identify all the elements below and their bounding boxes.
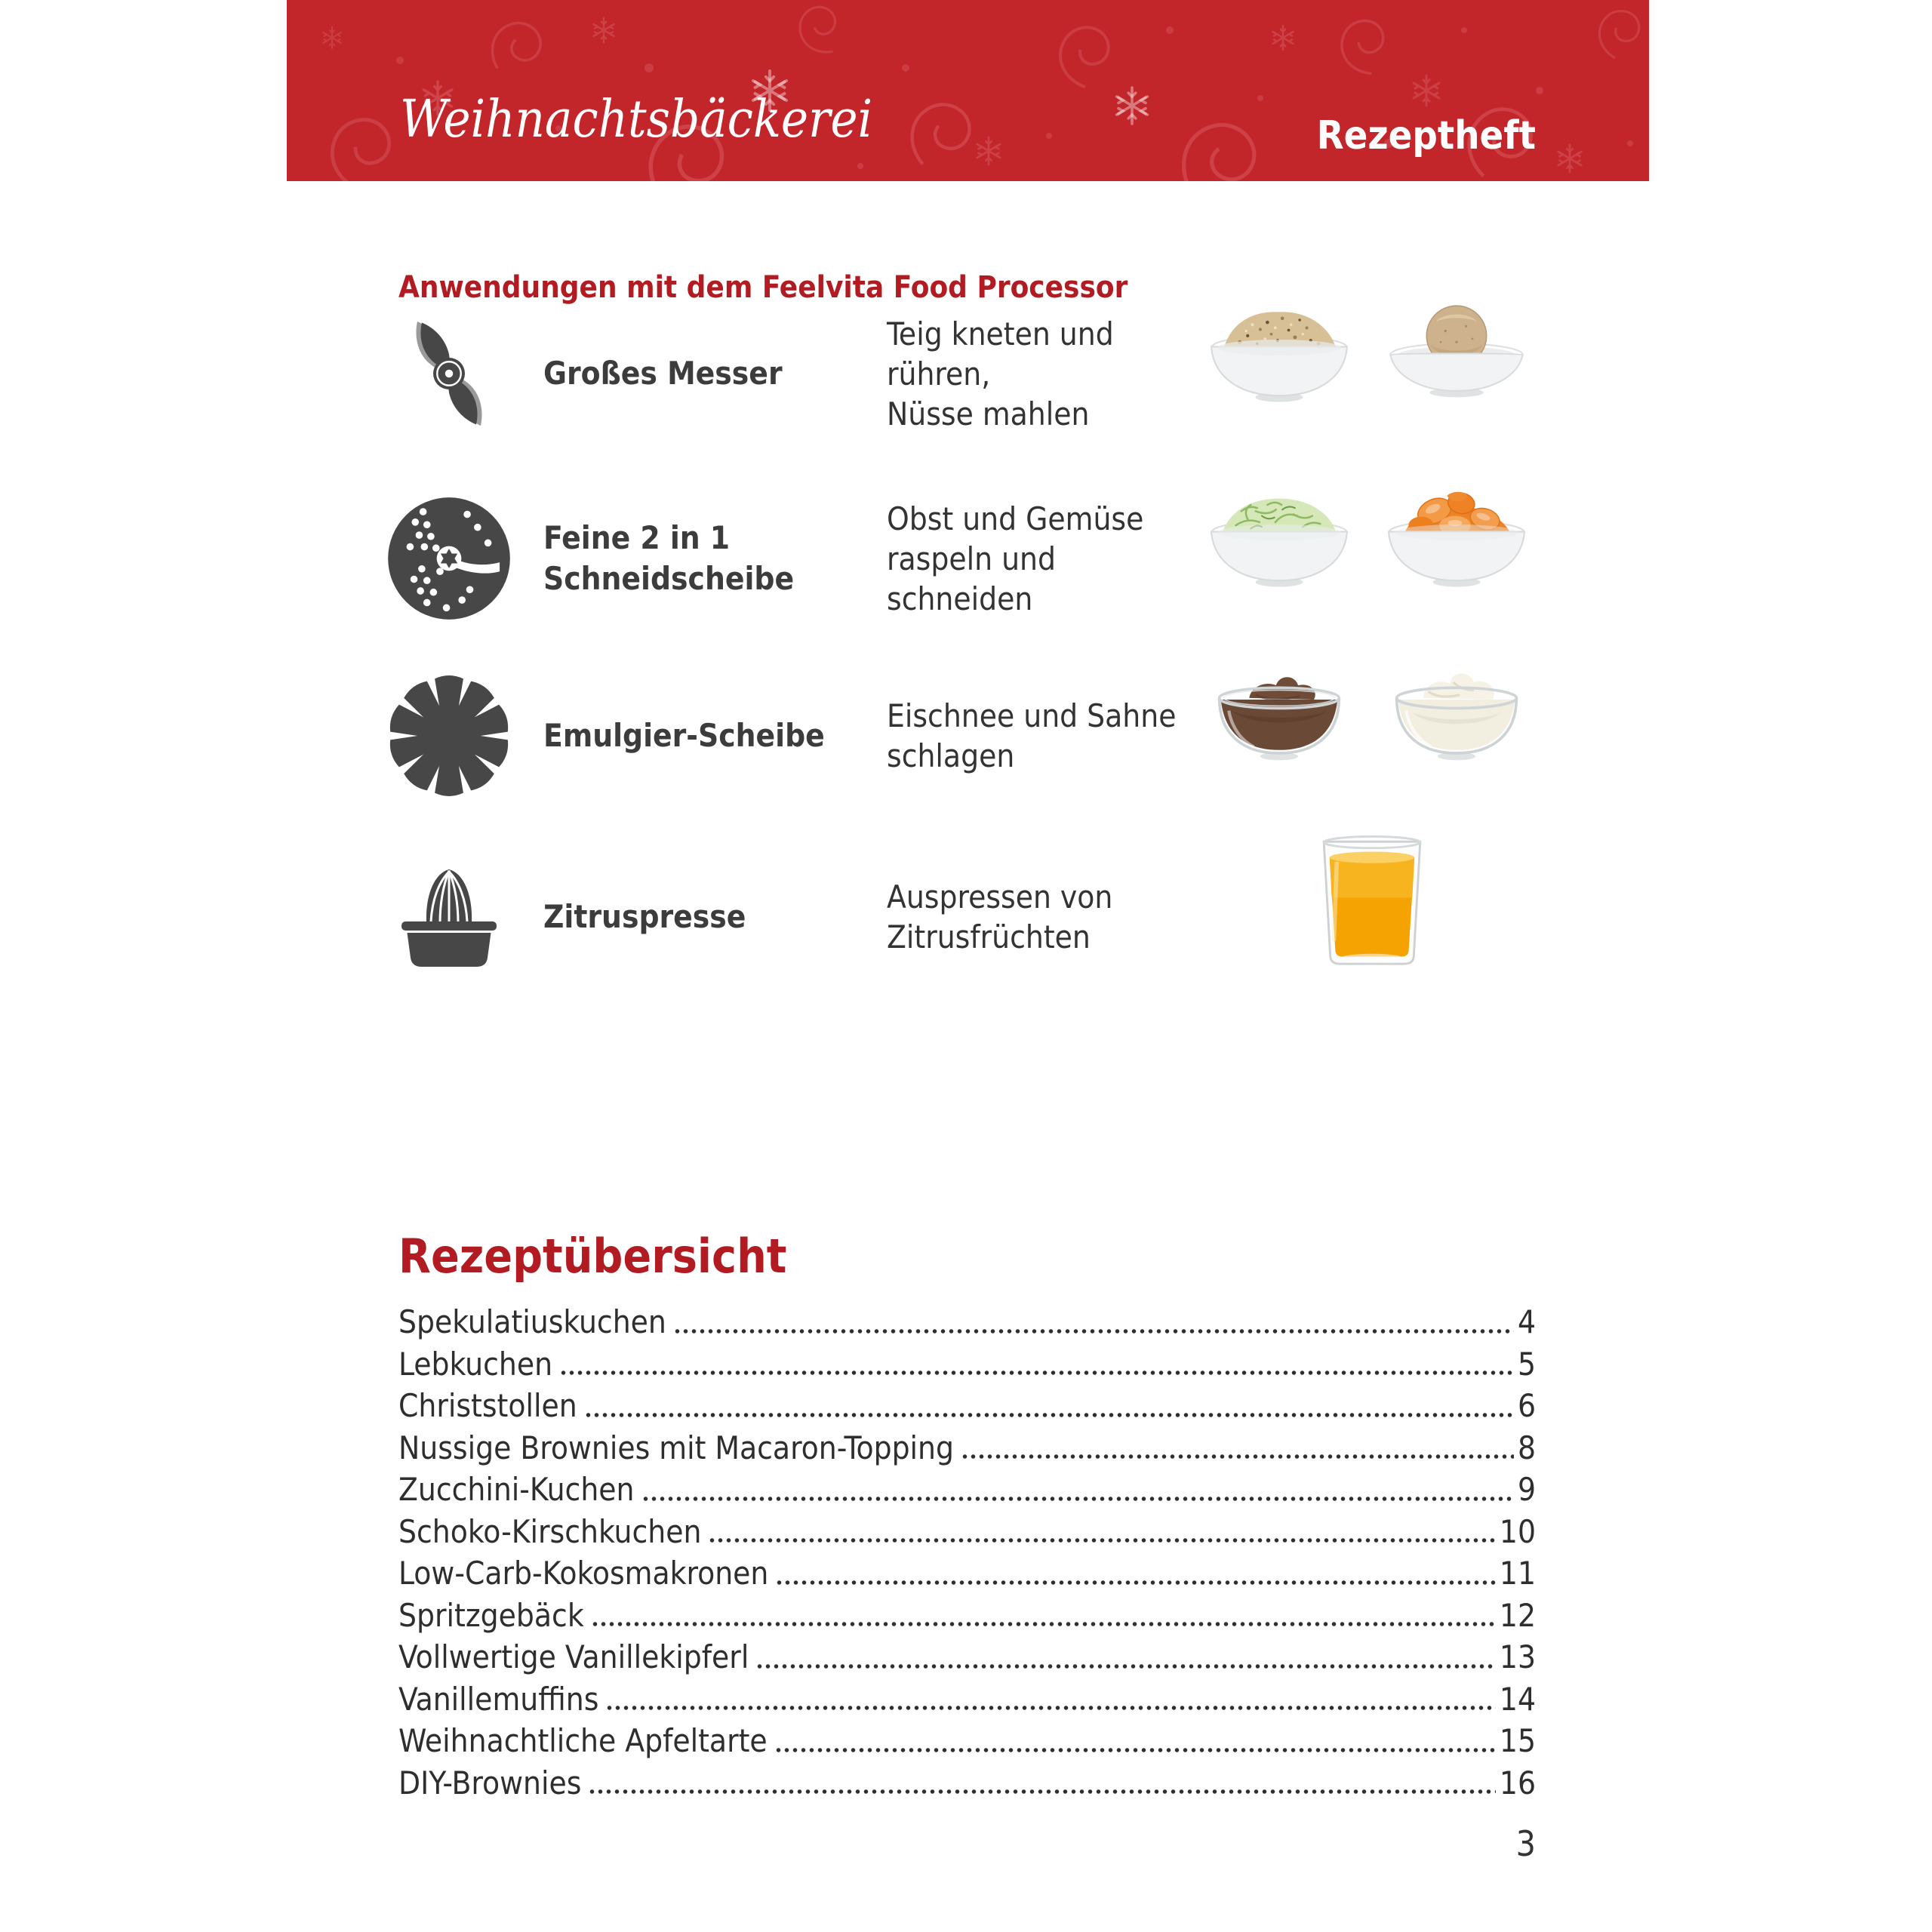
toc-entry[interactable]	[398, 1427, 1536, 1469]
description-line: raspeln und	[887, 540, 1056, 577]
toc-entry-title: Christstollen	[398, 1387, 577, 1424]
page-number: 3	[1515, 1823, 1536, 1864]
header-banner	[287, 0, 1649, 181]
description-line: Obst und Gemüse	[887, 500, 1144, 537]
toc-entry[interactable]	[398, 1469, 1536, 1511]
toc-entry[interactable]	[398, 1385, 1536, 1427]
leader-dots	[605, 1705, 1496, 1711]
attachment-description	[887, 841, 1219, 992]
photo-whipped-cream-glass-bowl	[1377, 665, 1536, 807]
photo-dough-ball-plate	[1377, 303, 1536, 445]
leader-dots	[755, 1663, 1496, 1669]
photo-carrot-slices-bowl	[1377, 488, 1536, 629]
toc-entry[interactable]	[398, 1762, 1536, 1804]
photo-grated-cucumber-bowl	[1200, 488, 1358, 629]
toc-entry-title: DIY-Brownies	[398, 1764, 582, 1801]
toc-entry-page: 8	[1517, 1429, 1536, 1466]
page-title-script: Weihnachtsbäckerei	[400, 90, 873, 149]
toc-entry-title: Spekulatiuskuchen	[398, 1303, 666, 1340]
description-line: schneiden	[887, 580, 1033, 617]
description-line: Zitrusfrüchten	[887, 918, 1091, 955]
description-line: Eischnee und Sahne	[887, 697, 1177, 734]
toc-entry[interactable]	[398, 1595, 1536, 1637]
attachment-label-line: Großes Messer	[543, 355, 783, 392]
booklet-title: Rezeptheft	[1316, 113, 1536, 158]
s-blade-icon	[381, 298, 517, 449]
toc-list	[398, 1301, 1536, 1804]
attachment-label-line: Zitruspresse	[543, 898, 746, 935]
attachment-label	[543, 841, 883, 992]
toc-entry[interactable]	[398, 1511, 1536, 1553]
toc-entry-title: Low-Carb-Kokosmakronen	[398, 1555, 769, 1592]
toc-entry[interactable]	[398, 1636, 1536, 1678]
toc-entry-title: Schoko-Kirschkuchen	[398, 1512, 702, 1550]
application-row-zitruspresse	[381, 841, 1540, 992]
leader-dots	[775, 1580, 1496, 1586]
emulsifying-disc-icon	[381, 660, 517, 811]
leader-dots	[559, 1370, 1514, 1376]
attachment-label-line: Feine 2 in 1	[543, 519, 731, 556]
toc-entry-title: Spritzgebäck	[398, 1596, 584, 1634]
attachment-description	[887, 660, 1219, 811]
toc-entry-title: Lebkuchen	[398, 1345, 553, 1383]
photo-ground-nuts-bowl	[1200, 303, 1358, 445]
leader-dots	[591, 1621, 1496, 1627]
toc-entry-title: Vanillemuffins	[398, 1680, 599, 1718]
leader-dots	[588, 1789, 1496, 1795]
toc-heading: Rezeptübersicht	[398, 1229, 787, 1284]
photo-chocolate-cream-glass-bowl	[1200, 665, 1358, 807]
toc-entry-title: Nussige Brownies mit Macaron-Topping	[398, 1429, 955, 1466]
attachment-label	[543, 298, 883, 449]
attachment-description	[887, 483, 1219, 634]
description-line: Nüsse mahlen	[887, 395, 1090, 432]
toc-entry-page: 4	[1517, 1303, 1536, 1340]
description-line: Teig kneten und rühren,	[887, 315, 1114, 392]
toc-entry-page: 9	[1517, 1471, 1536, 1508]
application-row-schneidscheibe	[381, 483, 1540, 634]
application-row-emulgier-scheibe	[381, 660, 1540, 811]
toc-entry-page: 15	[1499, 1722, 1536, 1759]
toc-entry[interactable]	[398, 1343, 1536, 1386]
leader-dots	[774, 1747, 1496, 1753]
attachment-label-line: Emulgier-Scheibe	[543, 717, 825, 754]
leader-dots	[673, 1328, 1514, 1334]
description-line: schlagen	[887, 737, 1015, 774]
description-line: Auspressen von	[887, 878, 1113, 915]
application-row-grosses-messer	[381, 298, 1540, 449]
attachment-description	[887, 298, 1219, 449]
toc-entry[interactable]	[398, 1552, 1536, 1595]
toc-entry-page: 6	[1517, 1387, 1536, 1424]
attachment-label-line: Schneidscheibe	[543, 560, 795, 597]
shredding-disc-icon	[381, 483, 517, 634]
recipe-overview-section	[398, 1230, 1536, 1804]
toc-entry-page: 12	[1499, 1596, 1536, 1634]
toc-entry-title: Weihnachtliche Apfeltarte	[398, 1722, 768, 1759]
toc-entry[interactable]	[398, 1720, 1536, 1762]
leader-dots	[641, 1496, 1514, 1502]
leader-dots	[961, 1454, 1514, 1460]
toc-entry-page: 14	[1499, 1680, 1536, 1718]
toc-entry-page: 13	[1499, 1638, 1536, 1675]
photo-orange-juice-glass	[1311, 831, 1433, 979]
toc-entry-page: 16	[1499, 1764, 1536, 1801]
toc-entry-title: Vollwertige Vanillekipferl	[398, 1638, 749, 1675]
toc-entry-page: 11	[1499, 1555, 1536, 1592]
toc-entry-page: 10	[1499, 1512, 1536, 1550]
toc-entry-page: 5	[1517, 1345, 1536, 1383]
attachment-label	[543, 483, 883, 634]
applications-heading: Anwendungen mit dem Feelvita Food Processor	[398, 270, 1128, 305]
leader-dots	[584, 1412, 1514, 1418]
toc-entry[interactable]	[398, 1678, 1536, 1721]
attachment-label	[543, 660, 883, 811]
toc-entry-title: Zucchini-Kuchen	[398, 1471, 635, 1508]
toc-entry[interactable]	[398, 1301, 1536, 1343]
citrus-press-icon	[381, 841, 517, 992]
leader-dots	[708, 1537, 1495, 1543]
